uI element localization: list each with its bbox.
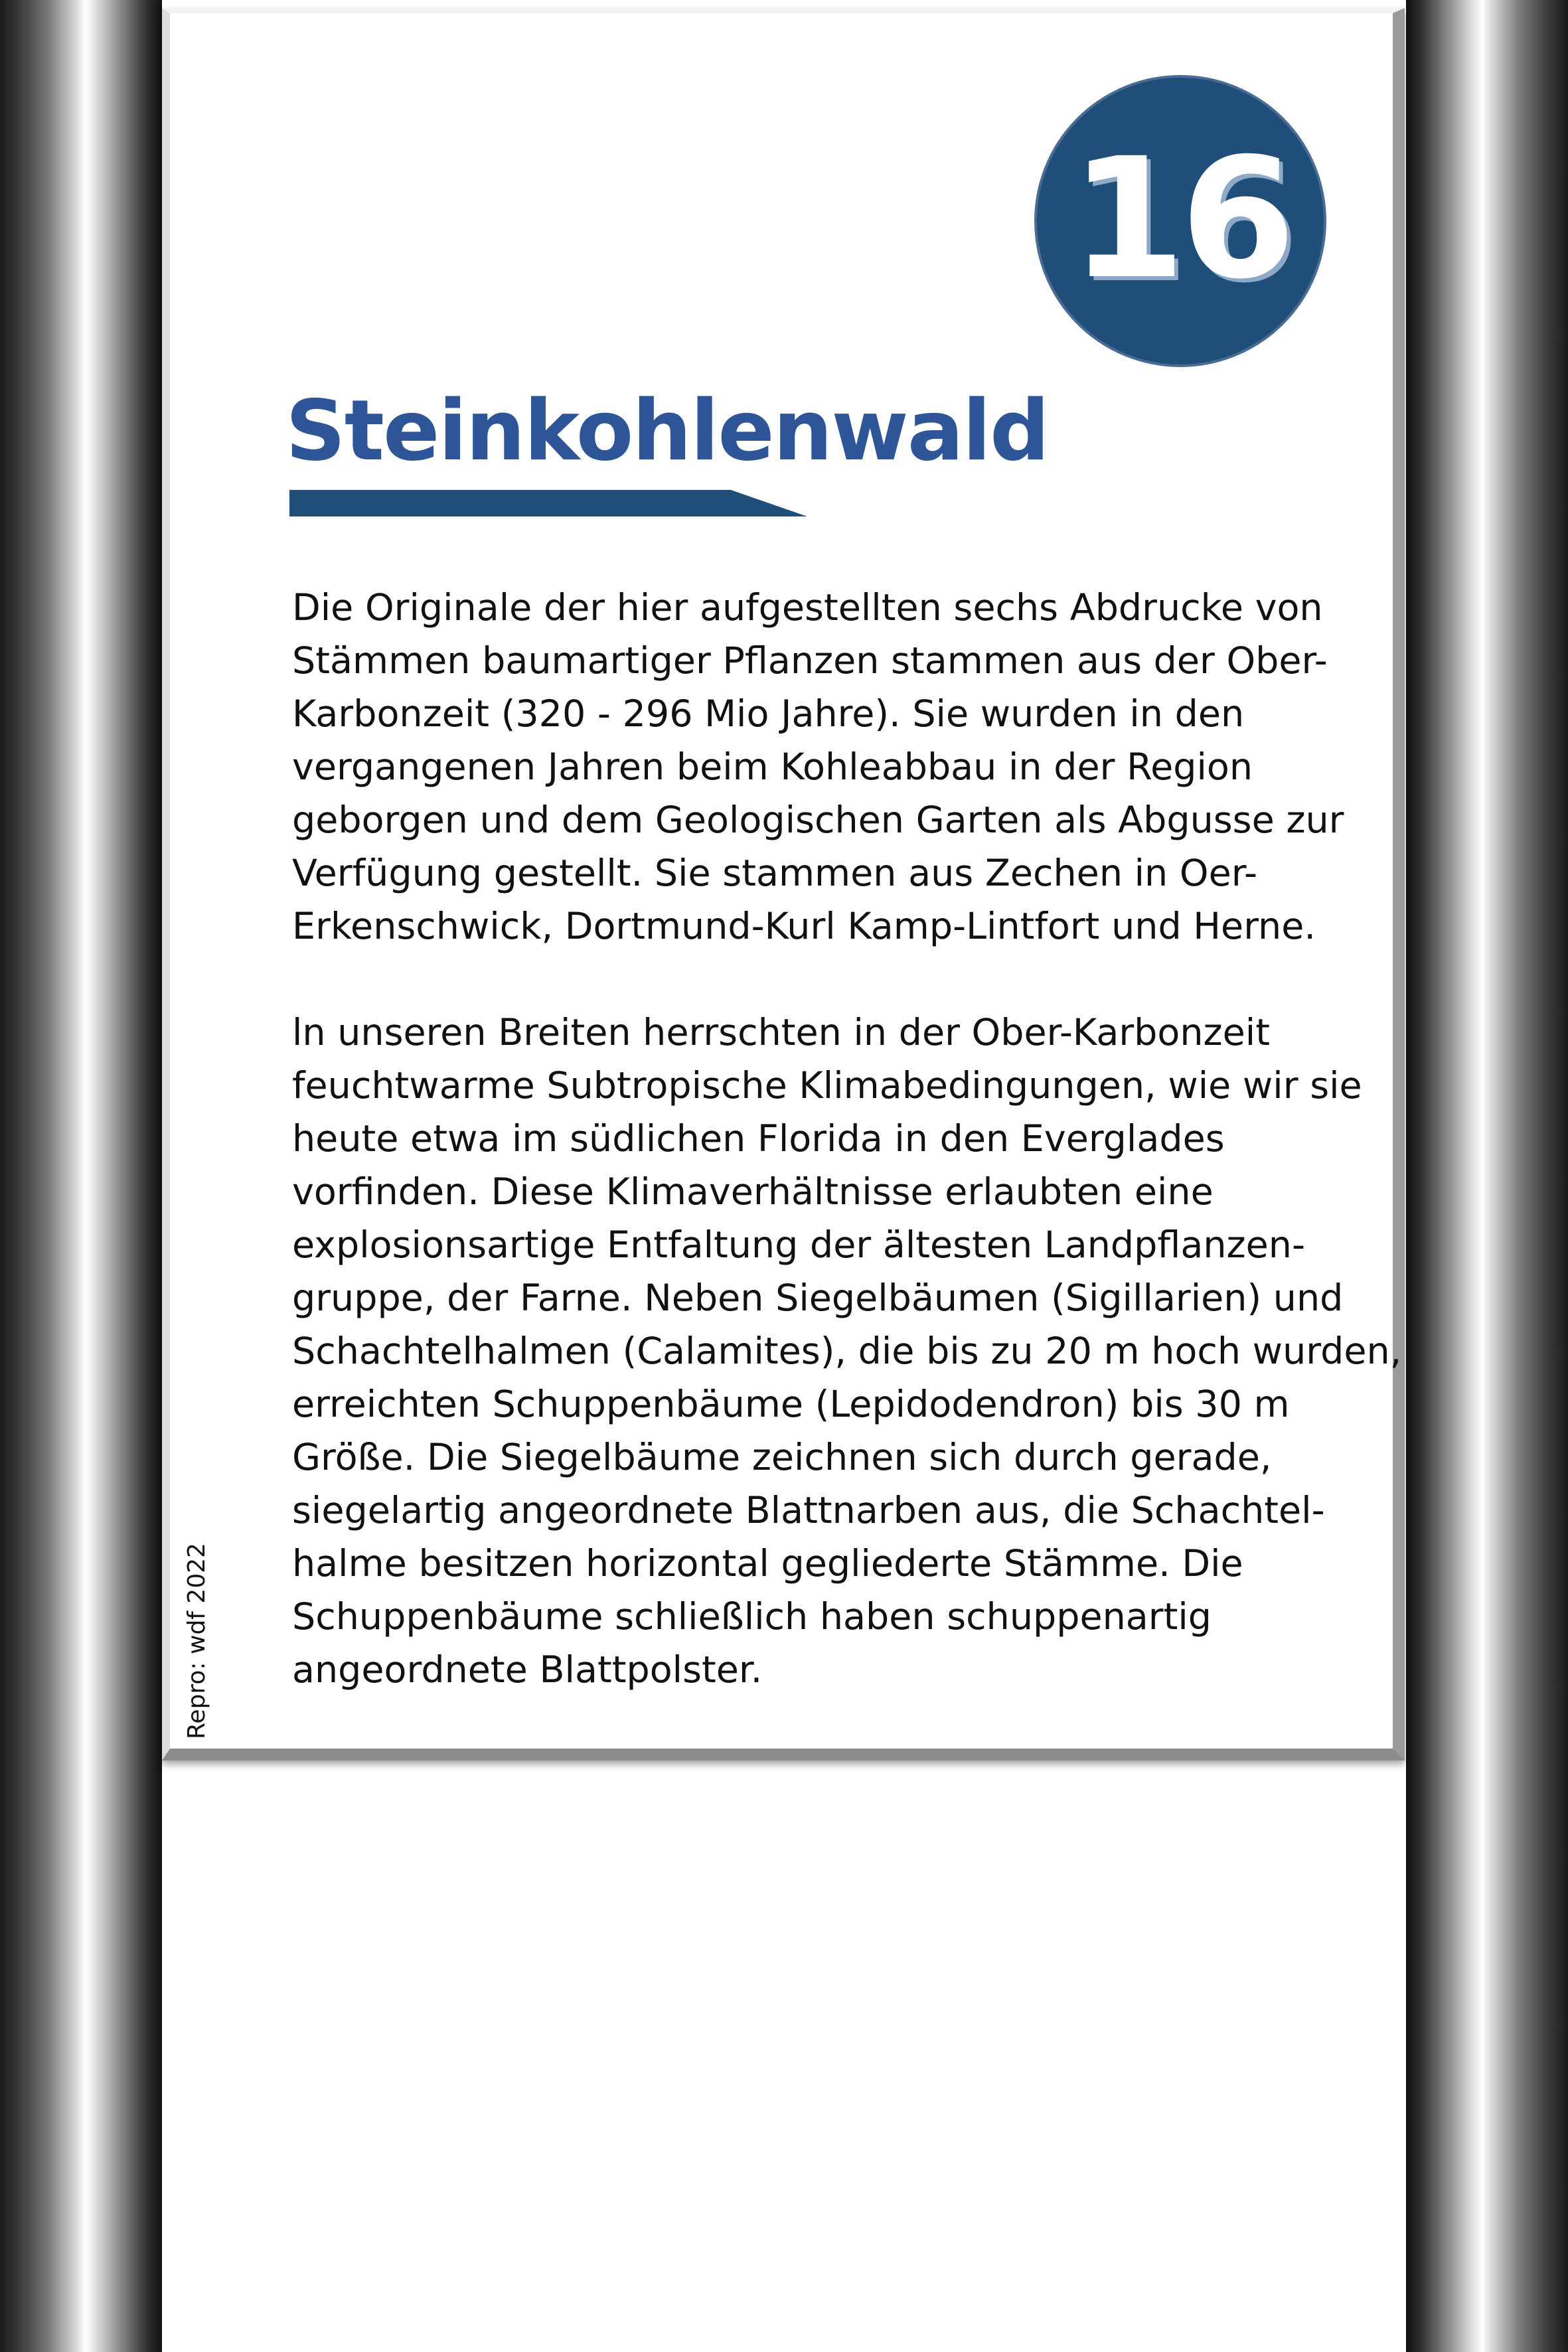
text-line: Verfügung gestellt. Sie stammen aus Zechen in Oer- [292, 852, 1258, 895]
text-line: Stämmen baumartiger Pflanzen stammen aus der Ober- [292, 639, 1328, 682]
paragraph-spacer [292, 953, 1341, 1006]
text-line: siegelartig angeordnete Blattnarben aus, die Schachtel- [292, 1489, 1325, 1532]
text-line: Schachtelhalmen (Calamites), die bis zu 20 m hoch wurden, [292, 1330, 1402, 1373]
repro-credit: Repro: wdf 2022 [183, 1542, 210, 1739]
text-line: feuchtwarme Subtropische Klimabedingungen, wie wir sie [292, 1064, 1362, 1107]
text-line: ln unseren Breiten herrschten in der Ober-Karbonzeit [292, 1011, 1270, 1054]
info-sign-content [170, 13, 1402, 1749]
paragraph-1 [292, 582, 1344, 953]
lower-blank-area [162, 1766, 1406, 2352]
text-line: Erkenschwick, Dortmund-Kurl Kamp-Lintfort und Herne. [292, 905, 1316, 948]
text-line: Schuppenbäume schließlich haben schuppenartig [292, 1595, 1212, 1638]
text-line: heute etwa im südlichen Florida in den Everglades [292, 1117, 1225, 1160]
text-line: Größe. Die Siegelbäume zeichnen sich durch gerade, [292, 1436, 1272, 1479]
text-line: geborgen und dem Geologischen Garten als Abgusse zur [292, 799, 1344, 842]
text-line: erreichten Schuppenbäume (Lepidodendron) bis 30 m [292, 1383, 1290, 1426]
station-number: 16 [1070, 122, 1291, 315]
right-metal-post [1406, 0, 1568, 2352]
text-line: vergangenen Jahren beim Kohleabbau in der Region [292, 745, 1253, 789]
paragraph-2 [292, 1006, 1402, 1697]
text-line: vorfinden. Diese Klimaverhältnisse erlaubten eine [292, 1170, 1214, 1214]
title-underline-bar [289, 490, 807, 516]
sign-title: Steinkohlenwald [285, 382, 1049, 479]
info-sign-panel [162, 8, 1405, 1761]
text-line: angeordnete Blattpolster. [292, 1648, 763, 1691]
text-line: Die Originale der hier aufgestellten sechs Abdrucke von [292, 586, 1323, 629]
text-line: halme besitzen horizontal gegliederte Stämme. Die [292, 1542, 1243, 1585]
sign-body-text [292, 582, 1402, 1697]
text-line: Karbonzeit (320 - 296 Mio Jahre). Sie wurden in den [292, 692, 1245, 736]
left-metal-post [0, 0, 162, 2352]
station-number-badge [1034, 75, 1326, 367]
text-line: explosionsartige Entfaltung der ältesten Landpflanzen- [292, 1223, 1305, 1267]
text-line: gruppe, der Farne. Neben Siegelbäumen (Sigillarien) und [292, 1277, 1344, 1320]
